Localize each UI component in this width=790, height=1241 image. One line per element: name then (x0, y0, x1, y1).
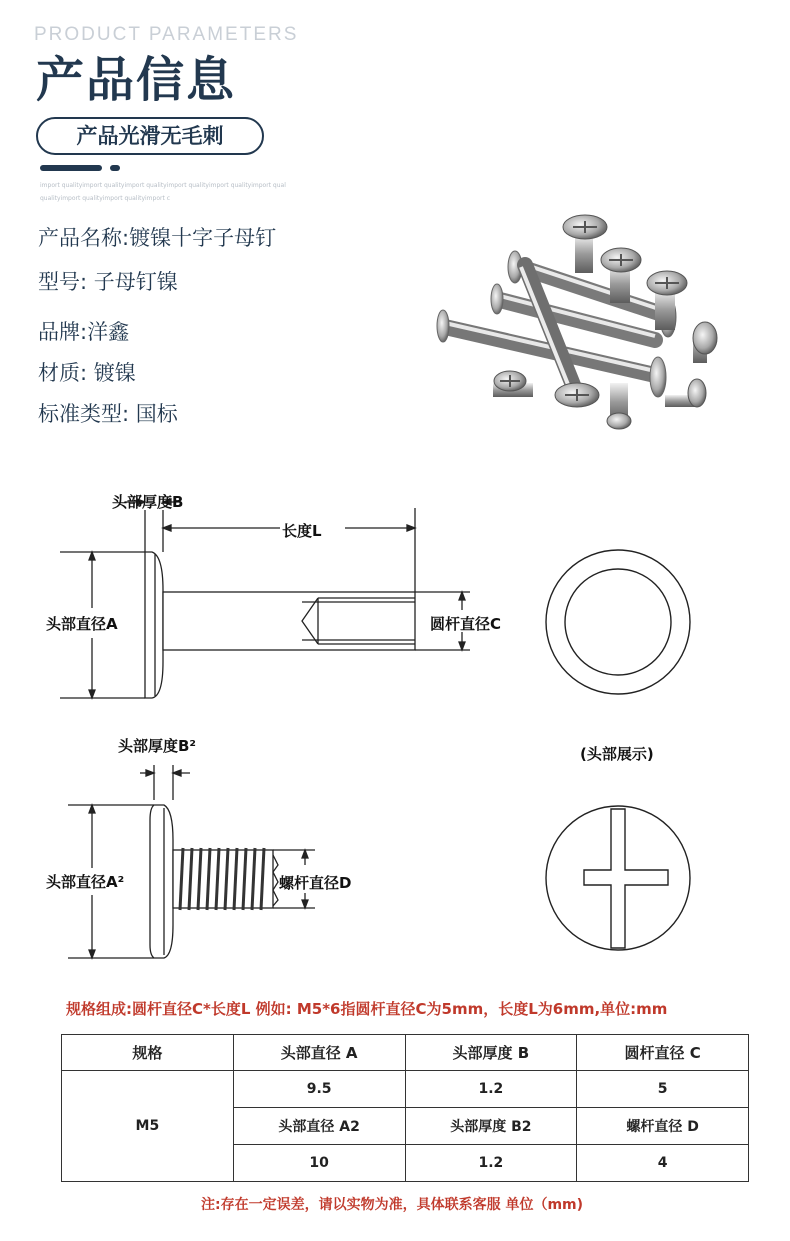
th-head-thickness-b: 头部厚度 B (405, 1035, 577, 1071)
spec-note: 规格组成:圆杆直径C*长度L 例如: M5*6指圆杆直径C为5mm，长度L为6mm,单位:mm (66, 1000, 668, 1018)
th-rod-diameter-c: 圆杆直径 C (577, 1035, 749, 1071)
label-head-thickness-b2: 头部厚度B² (118, 737, 197, 755)
cell-d: 4 (577, 1145, 749, 1182)
fine-print-1: import qualityimport qualityimport qualityimport qualityimport qualityimport qual (40, 182, 286, 189)
spec-table (61, 1034, 749, 1182)
head-inner-circle (565, 569, 671, 675)
phillips-cross (584, 809, 668, 948)
prop-product-name: 产品名称:镀镍十字子母钉 (38, 226, 277, 250)
label-head-diameter-a2: 头部直径A² (46, 873, 125, 891)
label-screw-diameter-d: 螺杆直径D (279, 874, 352, 892)
th-spec: 规格 (62, 1035, 234, 1071)
tagline-badge: 产品光滑无毛刺 (36, 117, 264, 155)
table-header-row (62, 1035, 749, 1071)
cell-a: 9.5 (233, 1071, 405, 1108)
head-outer-circle (546, 550, 690, 694)
cell-c: 5 (577, 1071, 749, 1108)
prop-standard: 标准类型: 国标 (38, 402, 178, 426)
cell-b2: 1.2 (405, 1145, 577, 1182)
short-screw-5 (493, 371, 533, 397)
prop-model: 型号: 子母钉镍 (38, 270, 178, 294)
short-screw-6 (607, 383, 631, 429)
label-rod-diameter-c: 圆杆直径C (430, 615, 502, 633)
short-screw-3 (647, 271, 687, 330)
product-photo (425, 205, 725, 445)
short-screw-7 (665, 379, 706, 407)
th-head-diameter-a: 头部直径 A (233, 1035, 405, 1071)
table-row (62, 1071, 749, 1108)
prop-brand: 品牌:洋鑫 (38, 320, 130, 344)
fine-print-2: qualityimport qualityimport qualityimport c (40, 195, 171, 202)
header-english-title: PRODUCT PARAMETERS (34, 24, 299, 45)
cell-a2: 10 (233, 1145, 405, 1182)
label-head-display: (头部展示) (580, 745, 654, 763)
th-head-diameter-a2: 头部直径 A2 (233, 1108, 405, 1145)
short-screw-4 (693, 322, 717, 363)
page-title: 产品信息 (36, 52, 237, 108)
prop-material: 材质: 镀镍 (38, 361, 136, 385)
decor-dot (110, 165, 120, 171)
th-screw-diameter-d: 螺杆直径 D (577, 1108, 749, 1145)
diagram-female-rivet (40, 480, 760, 710)
label-head-thickness-b: 头部厚度B (112, 493, 184, 511)
decor-bar (40, 165, 102, 171)
footer-note: 注:存在一定误差，请以实物为准，具体联系客服 单位（mm) (201, 1197, 584, 1213)
label-length-l: 长度L (282, 522, 322, 540)
diagram-screw (40, 760, 760, 970)
th-head-thickness-b2: 头部厚度 B2 (405, 1108, 577, 1145)
cell-spec-m5: M5 (62, 1071, 234, 1182)
short-screw-1 (563, 215, 607, 273)
label-head-diameter-a: 头部直径A (46, 615, 118, 633)
cell-b: 1.2 (405, 1071, 577, 1108)
